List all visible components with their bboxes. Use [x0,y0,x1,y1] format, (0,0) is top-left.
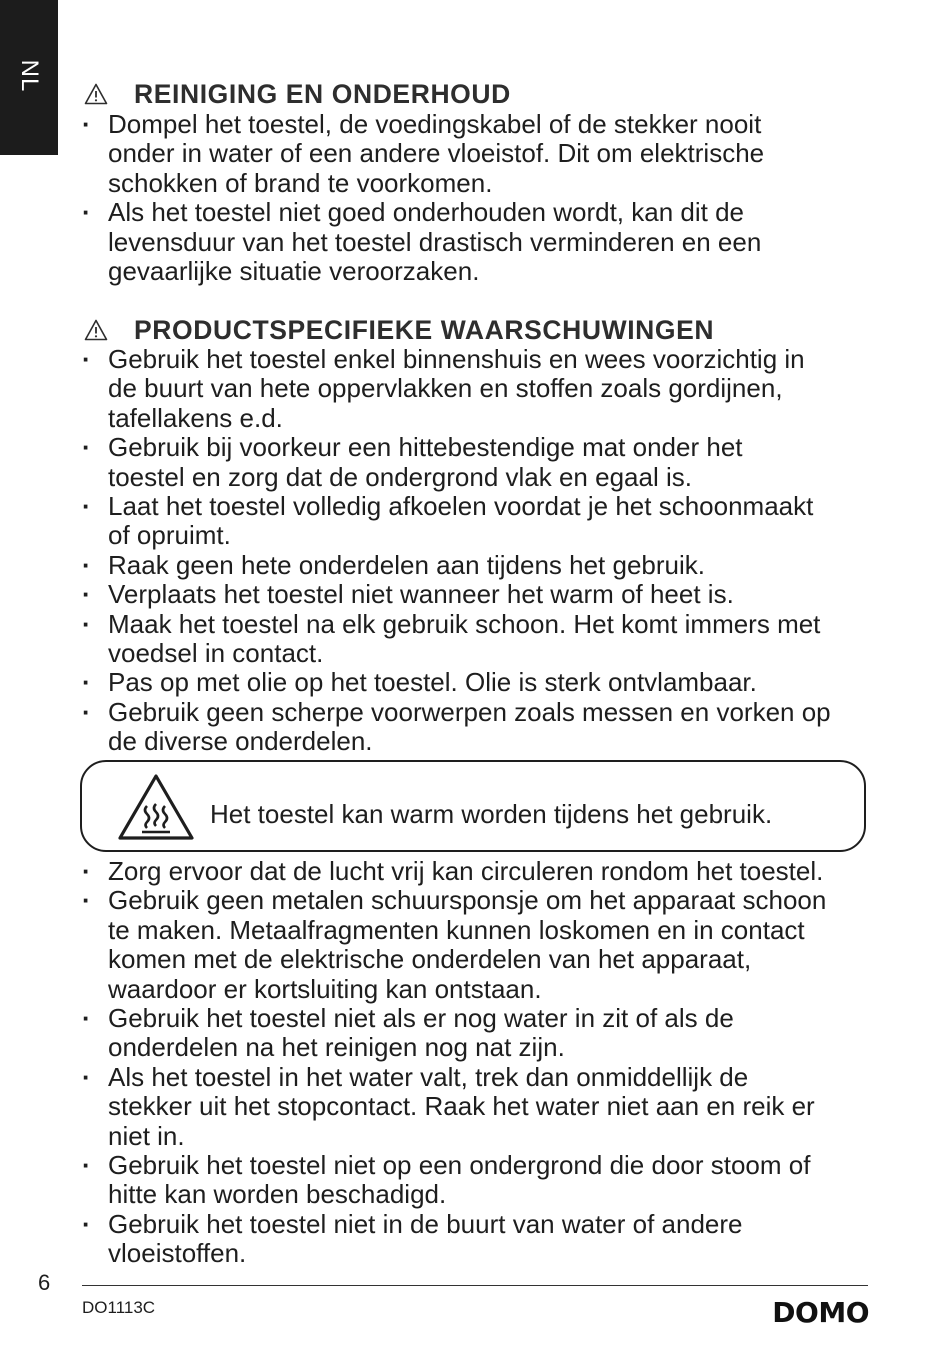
list-item-line: · Als het toestel niet goed onderhouden wordt, kan dit de [108,197,744,228]
list-item-line: · Laat het toestel volledig afkoelen voordat je het schoonmaakt [108,491,814,522]
list-item [82,492,831,551]
list-item-line: stekker uit het stopcontact. Raak het water niet aan en reik er [108,1091,815,1122]
list-item-line: toestel en zorg dat de ondergrond vlak en egaal is. [108,461,692,492]
list-item-line: · Maak het toestel na elk gebruik schoon. Het komt immers met [108,608,821,639]
heading-text: PRODUCTSPECIFIEKE WAARSCHUWINGEN [134,315,715,345]
list-item-line: de diverse onderdelen. [108,726,373,757]
list-item-line: te maken. Metaalfragmenten kunnen loskomen en in contact [108,914,805,945]
language-tab [0,0,58,155]
list-item-line: · Gebruik het toestel niet in de buurt van water of andere [108,1208,743,1239]
list-item [82,580,831,609]
brand-logo: DOMO [772,1296,869,1329]
list-item [82,433,831,492]
list-item-line: · Verplaats het toestel niet wanneer het warm of heet is. [108,579,734,610]
list-item-line: niet in. [108,1120,185,1151]
warning-triangle-icon [84,83,108,105]
list-item [82,551,831,580]
list-item-line: komen met de elektrische onderdelen van het apparaat, [108,944,752,975]
list-item-line: of opruimt. [108,520,231,551]
hot-warning-text: Het toestel kan warm worden tijdens het gebruik. [210,799,773,829]
list-item-line: · Raak geen hete onderdelen aan tijdens het gebruik. [108,549,705,580]
list-item [82,345,831,433]
list-item [82,857,826,886]
list-item-line: · Zorg ervoor dat de lucht vrij kan circuleren rondom het toestel. [108,856,824,886]
list-item-line: · Gebruik geen scherpe voorwerpen zoals messen en vorken op [108,696,831,727]
list-item-line: · Dompel het toestel, de voedingskabel of de stekker nooit [108,109,762,139]
list-item [82,110,764,198]
heading-text: REINIGING EN ONDERHOUD [134,79,511,109]
list-item-line: · Gebruik het toestel niet op een ondergrond die door stoom of [108,1150,811,1181]
list-item-line: · Gebruik het toestel enkel binnenshuis en wees voorzichtig in [108,344,805,374]
list-item [82,668,831,697]
list-item [82,1210,826,1269]
list-item-line: · Gebruik het toestel niet als er nog water in zit of als de [108,1003,734,1034]
list-item-line: voedsel in contact. [108,638,324,669]
list-item-line: vloeistoffen. [108,1238,247,1269]
product-warnings-list [82,345,831,757]
list-item-line: tafellakens e.d. [108,402,283,433]
list-item-line: onderdelen na het reinigen nog nat zijn. [108,1032,565,1063]
list-item-line: · Pas op met olie op het toestel. Olie is sterk ontvlambaar. [108,667,757,698]
list-item [82,198,764,286]
list-item-line: · Gebruik bij voorkeur een hittebestendige mat onder het [108,432,743,463]
model-number: DO1113C [82,1298,156,1317]
additional-warnings-list [82,857,826,1269]
list-item-line: gevaarlijke situatie veroorzaken. [108,256,480,287]
list-item-line: de buurt van hete oppervlakken en stoffen zoals gordijnen, [108,373,783,404]
list-item [82,1004,826,1063]
list-item-line: schokken of brand te voorkomen. [108,167,493,198]
list-item [82,698,831,757]
list-item-line: waardoor er kortsluiting kan ontstaan. [108,973,542,1004]
hot-surface-icon [116,772,196,842]
language-label: NL [16,59,43,93]
footer-divider [82,1285,868,1286]
list-item [82,886,826,1004]
list-item-line: levensduur van het toestel drastisch verminderen en een [108,226,762,257]
list-item-line: hitte kan worden beschadigd. [108,1179,447,1210]
list-item-line: onder in water of een andere vloeistof. Dit om elektrische [108,138,765,169]
cleaning-list [82,110,764,286]
page-number: 6 [38,1270,51,1295]
hot-surface-warning-box [80,760,866,852]
list-item [82,610,831,669]
list-item [82,1151,826,1210]
list-item-line: · Gebruik geen metalen schuursponsje om het apparaat schoon [108,885,827,916]
list-item-line: · Als het toestel in het water valt, trek dan onmiddellijk de [108,1061,749,1092]
list-item [82,1063,826,1151]
warning-triangle-icon [84,319,108,341]
